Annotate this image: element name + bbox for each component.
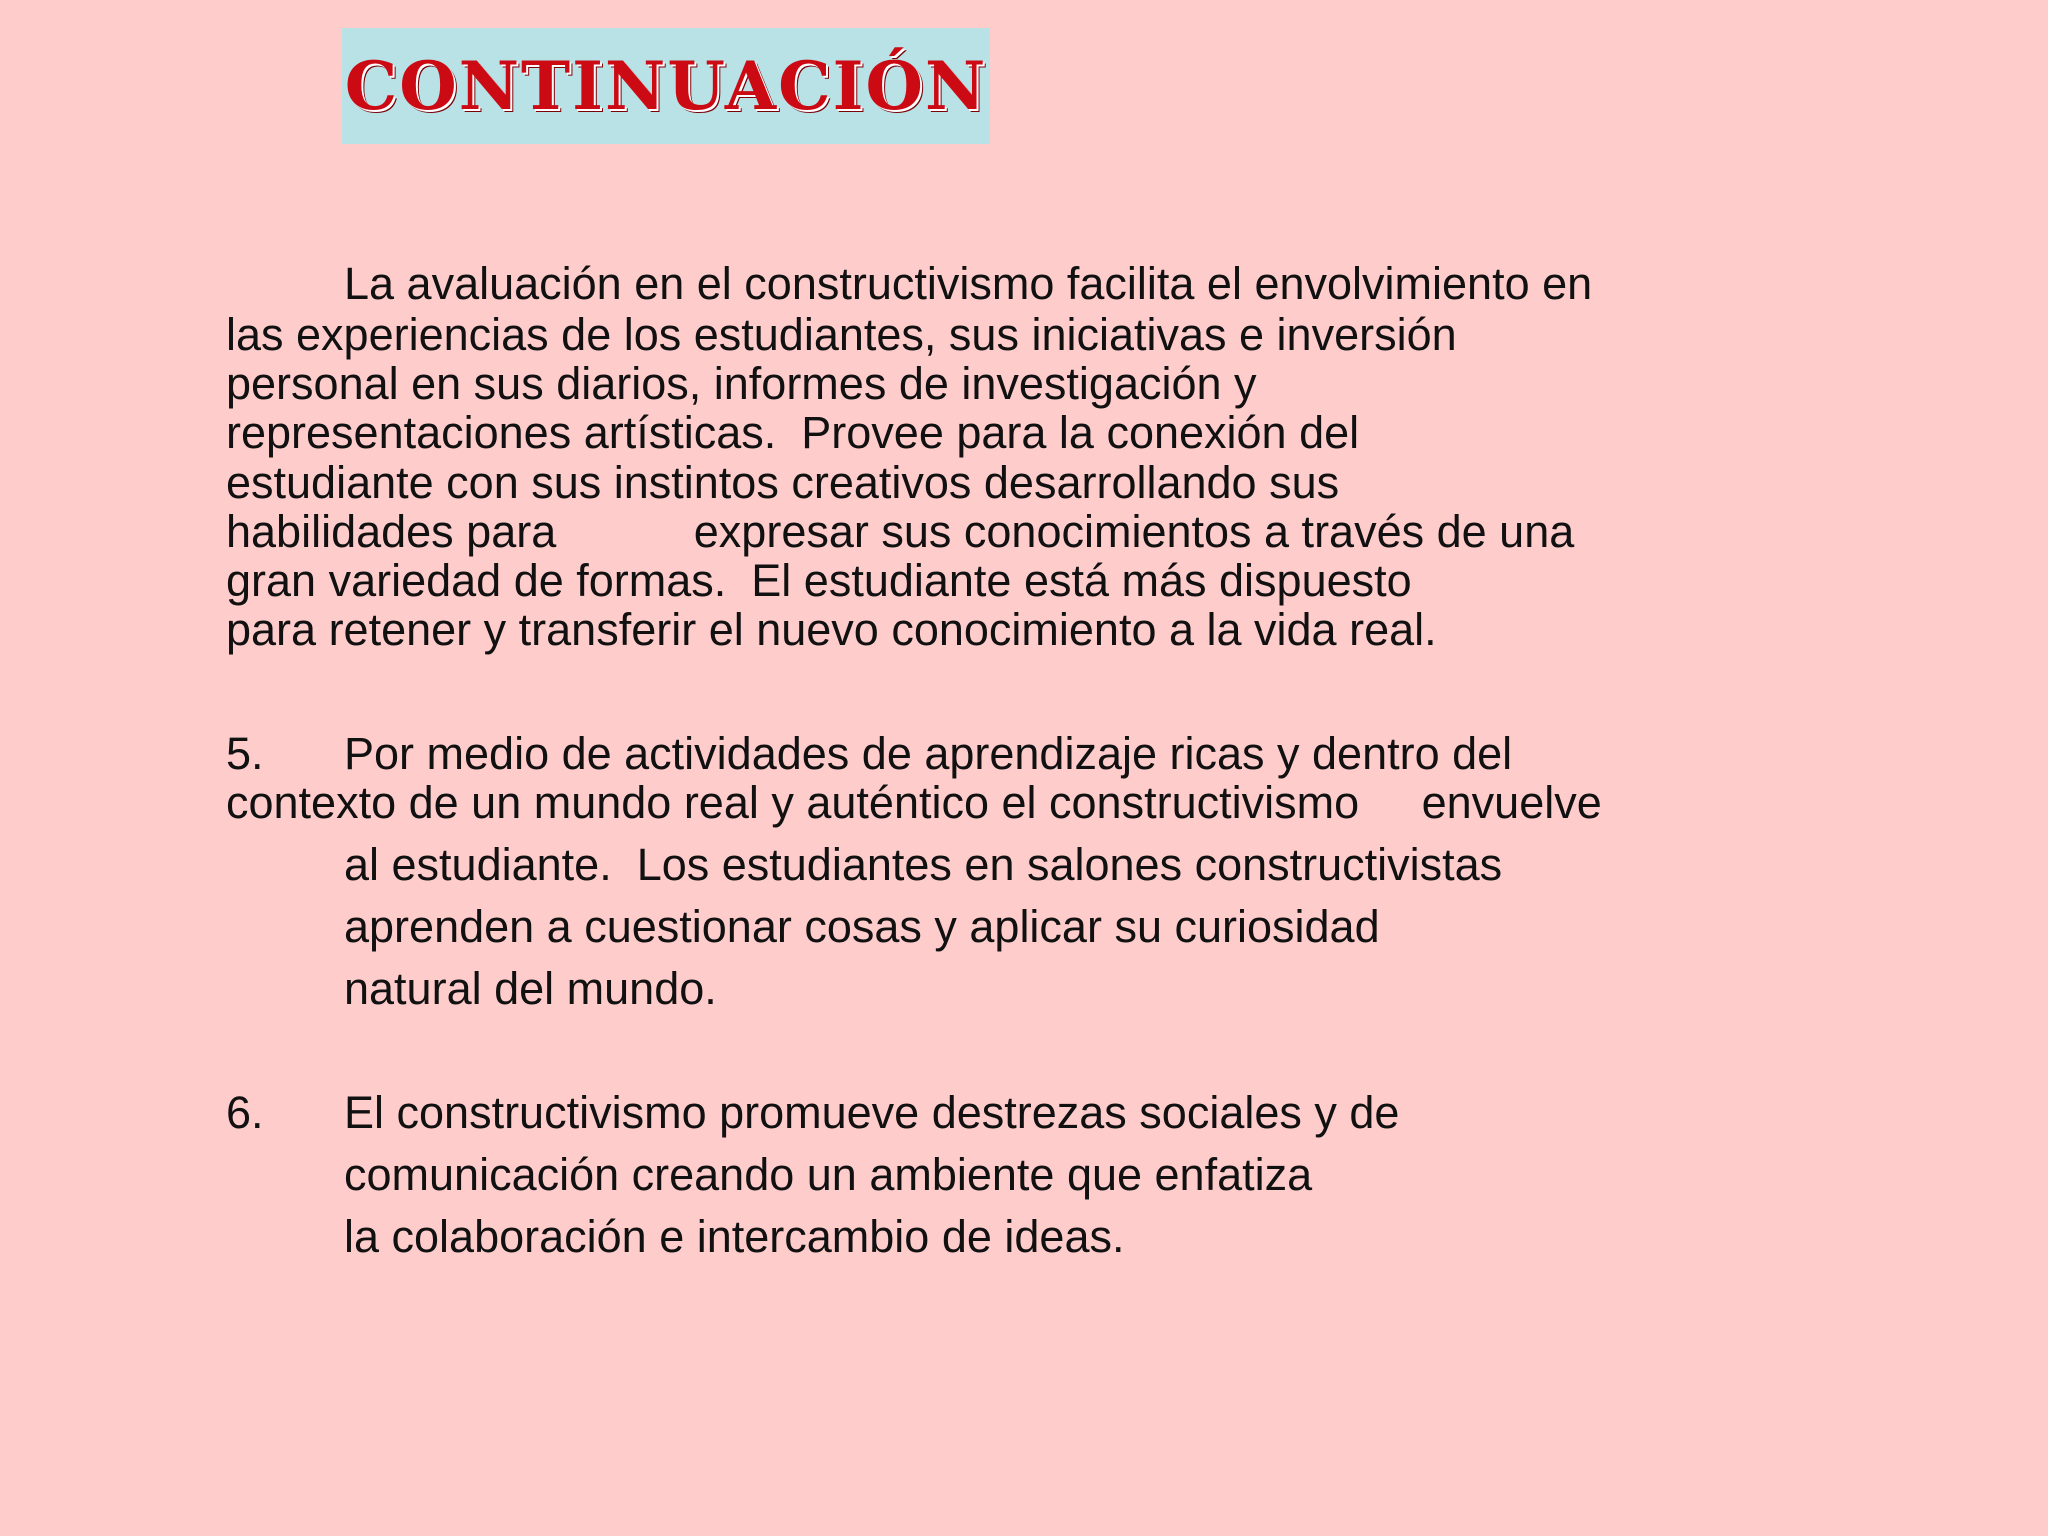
paragraph-line: estudiante con sus instintos creativos desarrollando sus: [226, 457, 1340, 508]
paragraph-line: para retener y transferir el nuevo conocimiento a la vida real.: [226, 604, 1437, 655]
paragraph-line: representaciones artísticas. Provee para la conexión del: [226, 407, 1360, 458]
list-item-line: comunicación creando un ambiente que enfatiza: [344, 1149, 1313, 1200]
paragraph-line: La avaluación en el constructivismo facilita el envolvimiento en: [344, 258, 1593, 309]
paragraph-line: habilidades para expresar sus conocimientos a través de una: [226, 506, 1575, 557]
paragraph-line: las experiencias de los estudiantes, sus iniciativas e inversión: [226, 309, 1457, 360]
list-item-line: la colaboración e intercambio de ideas.: [344, 1211, 1125, 1262]
list-item-line: aprenden a cuestionar cosas y aplicar su curiosidad: [344, 901, 1380, 952]
list-item-line: al estudiante. Los estudiantes en salones constructivistas: [344, 839, 1503, 890]
paragraph-line: gran variedad de formas. El estudiante está más dispuesto: [226, 555, 1412, 606]
list-item-line: El constructivismo promueve destrezas sociales y de: [344, 1087, 1400, 1138]
slide-title: CONTINUACIÓN: [344, 47, 988, 125]
list-number: 5.: [226, 728, 264, 779]
paragraph-line: personal en sus diarios, informes de investigación y: [226, 358, 1257, 409]
list-number: 6.: [226, 1087, 264, 1138]
list-item-line: natural del mundo.: [344, 963, 717, 1014]
list-item-line: Por medio de actividades de aprendizaje ricas y dentro del: [344, 728, 1513, 779]
list-item-line: contexto de un mundo real y auténtico el constructivismo envuelve: [226, 777, 1602, 828]
title-box: [342, 28, 990, 144]
